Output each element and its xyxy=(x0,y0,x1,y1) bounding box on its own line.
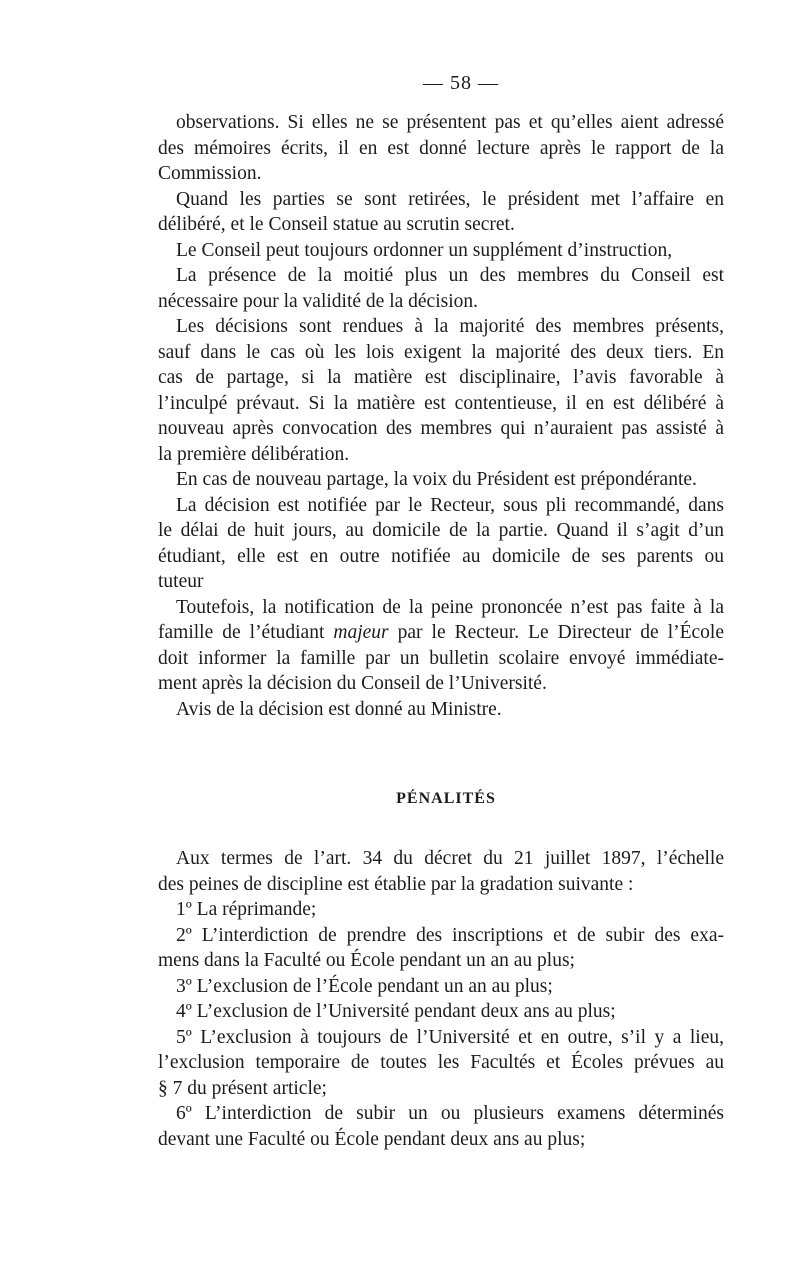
paragraph xyxy=(158,263,724,314)
text-line: Avis de la décision est donné au Ministre. xyxy=(176,698,502,720)
text-line: l’exclusion temporaire de toutes les Facultés et Écoles prévues au xyxy=(158,1052,724,1073)
paragraph xyxy=(158,697,724,723)
text-line: Les décisions sont rendues à la majorité des membres présents, xyxy=(176,316,724,337)
paragraph xyxy=(158,923,724,974)
paragraph xyxy=(158,493,724,595)
text-line: Le Conseil peut toujours ordonner un supplément d’instruction, xyxy=(176,239,673,261)
text-line: En cas de nouveau partage, la voix du Président est prépondérante. xyxy=(176,469,697,490)
text-line: des peines de discipline est établie par la gradation suivante : xyxy=(158,873,634,895)
paragraph xyxy=(158,110,724,187)
text-line: 4º L’exclusion de l’Université pendant deux ans au plus; xyxy=(176,1001,616,1022)
paragraph xyxy=(158,897,724,923)
text-line: famille de l’étudiant majeur par le Recteur. Le Directeur de l’École xyxy=(158,622,725,643)
section-spacer xyxy=(158,722,724,786)
paragraph xyxy=(158,999,724,1025)
paragraph xyxy=(158,238,724,264)
text-line: ment après la décision du Conseil de l’Université. xyxy=(158,673,547,694)
paragraph xyxy=(158,1025,724,1102)
text-line: sauf dans le cas où les lois exigent la majorité des deux tiers. En xyxy=(158,341,724,363)
text-line: La présence de la moitié plus un des membres du Conseil est xyxy=(176,265,724,286)
text-line: Toutefois, la notification de la peine prononcée n’est pas faite à la xyxy=(176,596,724,618)
text-line: devant une Faculté ou École pendant deux ans au plus; xyxy=(158,1128,586,1150)
text-line: la première délibération. xyxy=(158,443,350,465)
text-line: le délai de huit jours, au domicile de la partie. Quand il s’agit d’un xyxy=(158,520,724,541)
paragraph xyxy=(158,467,724,493)
text-line: observations. Si elles ne se présentent pas et qu’elles aient adressé xyxy=(176,112,724,133)
paragraph xyxy=(158,1101,724,1152)
text-line: nouveau après convocation des membres qui n’auraient pas assisté à xyxy=(158,418,724,439)
body-text-block xyxy=(158,110,724,722)
text-line: 3º L’exclusion de l’École pendant un an au plus; xyxy=(176,975,553,997)
text-line: Commission. xyxy=(158,163,262,184)
text-line: 2º L’interdiction de prendre des inscriptions et de subir des exa- xyxy=(176,924,724,946)
text-line: l’inculpé prévaut. Si la matière est contentieuse, il en est délibéré à xyxy=(158,392,724,414)
section-title: PÉNALITÉS xyxy=(396,790,496,807)
text-line: des mémoires écrits, il en est donné lecture après le rapport de la xyxy=(158,137,724,159)
paragraph xyxy=(158,595,724,697)
text-line: tuteur xyxy=(158,571,204,592)
paragraph xyxy=(158,846,724,897)
title-spacer xyxy=(158,812,724,846)
text-line: 1º La réprimande; xyxy=(176,899,317,920)
text-line: 5º L’exclusion à toujours de l’Université et en outre, s’il y a lieu, xyxy=(176,1026,724,1048)
paragraph xyxy=(158,314,724,467)
page-number: — 58 — xyxy=(423,72,499,94)
text-line: délibéré, et le Conseil statue au scrutin secret. xyxy=(158,214,515,235)
paragraph xyxy=(158,974,724,1000)
text-line: doit informer la famille par un bulletin scolaire envoyé immédiate- xyxy=(158,647,724,669)
text-line: Aux termes de l’art. 34 du décret du 21 juillet 1897, l’échelle xyxy=(176,848,724,869)
text-line: nécessaire pour la validité de la décision. xyxy=(158,290,478,312)
text-line: 6º L’interdiction de subir un ou plusieurs examens déterminés xyxy=(176,1103,724,1124)
text-line: étudiant, elle est en outre notifiée au domicile de ses parents ou xyxy=(158,545,724,567)
document-page xyxy=(158,66,724,1152)
text-line: mens dans la Faculté ou École pendant un an au plus; xyxy=(158,950,575,971)
text-line: § 7 du présent article; xyxy=(158,1077,327,1099)
paragraph xyxy=(158,187,724,238)
text-line: Quand les parties se sont retirées, le président met l’affaire en xyxy=(176,188,724,210)
penalties-text-block xyxy=(158,846,724,1152)
text-line: cas de partage, si la matière est disciplinaire, l’avis favorable à xyxy=(158,367,724,388)
text-line: La décision est notifiée par le Recteur, sous pli recommandé, dans xyxy=(176,494,724,516)
